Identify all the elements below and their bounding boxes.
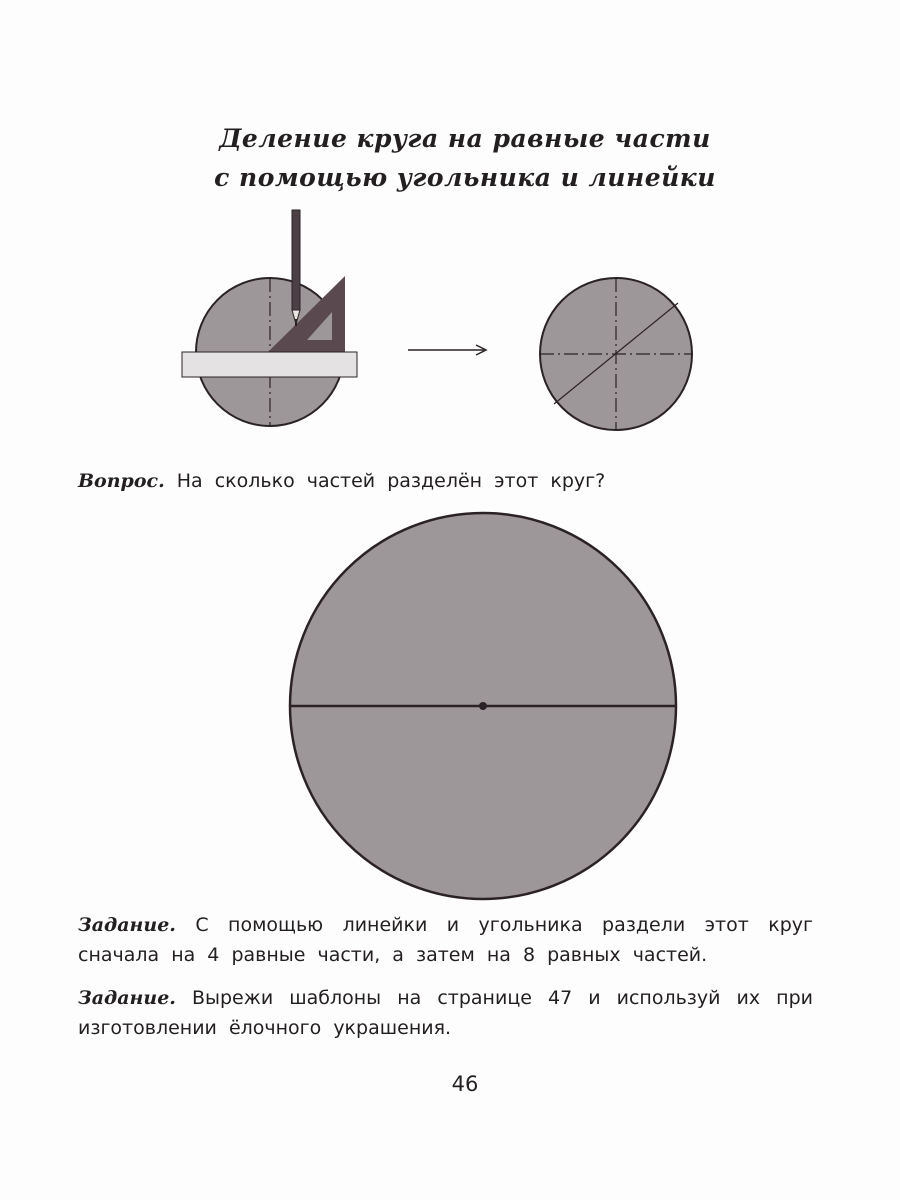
left-circle-illustration [182, 210, 357, 426]
page-title-line2: с помощью угольника и линейки [214, 163, 716, 192]
pencil-icon [292, 210, 300, 326]
task-label: Задание. [78, 914, 176, 936]
question-text: На сколько частей разделён этот круг? [176, 470, 606, 492]
page-number: 46 [451, 1072, 479, 1096]
task-1 [78, 910, 813, 970]
right-circle-illustration [540, 278, 692, 430]
center-point [479, 702, 487, 710]
task-text: Вырежи шаблоны на странице 47 и используй их при изготовлении ёлочного украшения. [78, 987, 813, 1039]
large-circle [290, 513, 676, 899]
ruler-icon [182, 352, 357, 377]
question-label: Вопрос. [78, 470, 165, 492]
task-text: С помощью линейки и угольника раздели этот круг сначала на 4 равные части, а затем на 8 равных частей. [78, 914, 813, 966]
question [78, 466, 813, 496]
page-title-line1: Деление круга на равные части [219, 124, 711, 153]
task-2 [78, 983, 813, 1043]
task-label: Задание. [78, 987, 176, 1009]
